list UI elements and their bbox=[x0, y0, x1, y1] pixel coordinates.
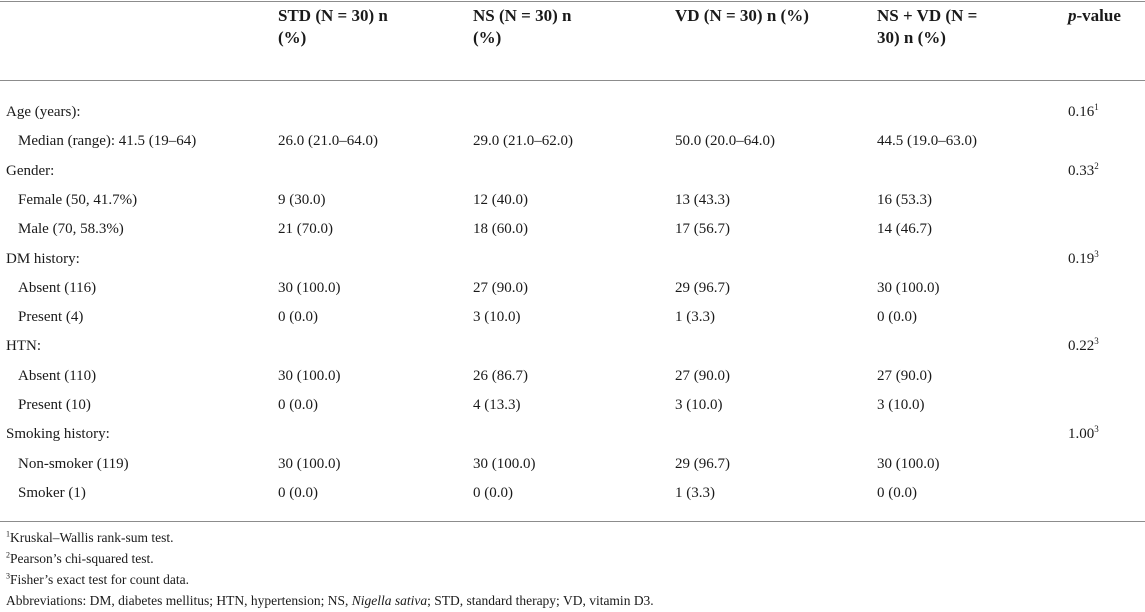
cell-vd: 13 (43.3) bbox=[675, 192, 730, 208]
cell-ns: 18 (60.0) bbox=[473, 221, 528, 237]
cell-vd: 27 (90.0) bbox=[675, 368, 730, 384]
header-p-italic: p bbox=[1068, 6, 1077, 25]
footnote-2 bbox=[6, 549, 154, 569]
cell-vd: 50.0 (20.0–64.0) bbox=[675, 133, 775, 149]
row-label: Absent (110) bbox=[18, 368, 97, 384]
cell-ns-vd: 27 (90.0) bbox=[877, 368, 932, 384]
header-p-value bbox=[1068, 5, 1145, 27]
p-value-footnote-marker: 2 bbox=[1094, 161, 1099, 171]
header-vd: VD (N = 30) n (%) bbox=[675, 6, 809, 25]
abbreviations-italic: Nigella sativa bbox=[351, 593, 428, 608]
cell-ns: 29.0 (21.0–62.0) bbox=[473, 133, 573, 149]
table-row bbox=[0, 245, 1145, 274]
header-std: STD (N = 30) n (%) bbox=[278, 6, 388, 47]
footnote-1-text: Kruskal–Wallis rank-sum test. bbox=[10, 530, 174, 545]
table-row bbox=[0, 215, 1145, 244]
p-value-number: 0.16 bbox=[1068, 104, 1095, 120]
cell-p-value bbox=[1068, 332, 1099, 361]
row-label: Gender: bbox=[6, 163, 55, 179]
footnote-3-text: Fisher’s exact test for count data. bbox=[10, 572, 189, 587]
cell-std: 26.0 (21.0–64.0) bbox=[278, 133, 378, 149]
cell-ns-vd: 3 (10.0) bbox=[877, 397, 925, 413]
cell-std: 9 (30.0) bbox=[278, 192, 326, 208]
row-label: Median (range): 41.5 (19–64) bbox=[18, 133, 197, 149]
footnote-3 bbox=[6, 570, 189, 590]
table-row bbox=[0, 98, 1145, 127]
row-label: Smoker (1) bbox=[18, 485, 86, 501]
cell-ns-vd: 0 (0.0) bbox=[877, 485, 917, 501]
cell-vd: 1 (3.3) bbox=[675, 485, 715, 501]
cell-ns-vd: 16 (53.3) bbox=[877, 192, 932, 208]
header-p-rest: -value bbox=[1076, 6, 1121, 25]
footnote-1 bbox=[6, 528, 174, 548]
p-value-footnote-marker: 1 bbox=[1094, 102, 1099, 112]
cell-vd: 29 (96.7) bbox=[675, 456, 730, 472]
cell-ns: 30 (100.0) bbox=[473, 456, 536, 472]
table-row bbox=[0, 362, 1145, 391]
p-value-number: 0.19 bbox=[1068, 251, 1095, 267]
p-value-number: 0.33 bbox=[1068, 163, 1095, 179]
row-label: Female (50, 41.7%) bbox=[18, 192, 138, 208]
footnote-2-marker: 2 bbox=[6, 550, 10, 560]
cell-ns: 27 (90.0) bbox=[473, 280, 528, 296]
cell-p-value bbox=[1068, 98, 1099, 127]
table-top-rule bbox=[0, 1, 1145, 2]
cell-ns: 26 (86.7) bbox=[473, 368, 528, 384]
table-row bbox=[0, 303, 1145, 332]
abbreviations-pre: Abbreviations: DM, diabetes mellitus; HTN, hypertension; NS, bbox=[6, 593, 352, 608]
cell-p-value bbox=[1068, 245, 1099, 274]
row-label: Smoking history: bbox=[6, 426, 110, 442]
table-row bbox=[0, 420, 1145, 449]
cell-std: 0 (0.0) bbox=[278, 309, 318, 325]
table-row bbox=[0, 274, 1145, 303]
cell-ns-vd: 30 (100.0) bbox=[877, 456, 940, 472]
footnote-3-marker: 3 bbox=[6, 571, 10, 581]
abbreviations-post: ; STD, standard therapy; VD, vitamin D3. bbox=[427, 593, 654, 608]
cell-std: 30 (100.0) bbox=[278, 456, 341, 472]
table-row bbox=[0, 479, 1145, 508]
p-value-footnote-marker: 3 bbox=[1094, 424, 1099, 434]
row-label: Present (4) bbox=[18, 309, 84, 325]
header-bottom-rule bbox=[0, 80, 1145, 81]
row-label: Absent (116) bbox=[18, 280, 97, 296]
cell-std: 21 (70.0) bbox=[278, 221, 333, 237]
table-row bbox=[0, 391, 1145, 420]
cell-ns: 3 (10.0) bbox=[473, 309, 521, 325]
row-label: Age (years): bbox=[6, 104, 81, 120]
p-value-number: 1.00 bbox=[1068, 426, 1095, 442]
row-label: DM history: bbox=[6, 251, 80, 267]
cell-p-value bbox=[1068, 157, 1099, 186]
cell-ns: 0 (0.0) bbox=[473, 485, 513, 501]
abbreviations-note bbox=[6, 591, 654, 611]
footnote-2-text: Pearson’s chi-squared test. bbox=[10, 551, 154, 566]
footnote-1-marker: 1 bbox=[6, 529, 10, 539]
cell-ns-vd: 44.5 (19.0–63.0) bbox=[877, 133, 977, 149]
table-row bbox=[0, 157, 1145, 186]
cell-vd: 17 (56.7) bbox=[675, 221, 730, 237]
cell-ns-vd: 14 (46.7) bbox=[877, 221, 932, 237]
row-label: HTN: bbox=[6, 338, 41, 354]
cell-std: 30 (100.0) bbox=[278, 280, 341, 296]
table-row bbox=[0, 450, 1145, 479]
cell-vd: 3 (10.0) bbox=[675, 397, 723, 413]
row-label: Non-smoker (119) bbox=[18, 456, 129, 472]
table-row bbox=[0, 127, 1145, 156]
header-ns-vd: NS + VD (N = 30) n (%) bbox=[877, 6, 978, 47]
cell-ns: 12 (40.0) bbox=[473, 192, 528, 208]
header-ns: NS (N = 30) n (%) bbox=[473, 6, 572, 47]
cell-ns-vd: 30 (100.0) bbox=[877, 280, 940, 296]
p-value-footnote-marker: 3 bbox=[1094, 249, 1099, 259]
row-label: Male (70, 58.3%) bbox=[18, 221, 124, 237]
cell-ns: 4 (13.3) bbox=[473, 397, 521, 413]
p-value-footnote-marker: 3 bbox=[1094, 336, 1099, 346]
cell-std: 30 (100.0) bbox=[278, 368, 341, 384]
cell-vd: 29 (96.7) bbox=[675, 280, 730, 296]
table-bottom-rule bbox=[0, 521, 1145, 522]
table-row bbox=[0, 332, 1145, 361]
row-label: Present (10) bbox=[18, 397, 91, 413]
cell-vd: 1 (3.3) bbox=[675, 309, 715, 325]
p-value-number: 0.22 bbox=[1068, 338, 1095, 354]
cell-std: 0 (0.0) bbox=[278, 485, 318, 501]
cell-p-value bbox=[1068, 420, 1099, 449]
cell-ns-vd: 0 (0.0) bbox=[877, 309, 917, 325]
cell-std: 0 (0.0) bbox=[278, 397, 318, 413]
table-row bbox=[0, 186, 1145, 215]
